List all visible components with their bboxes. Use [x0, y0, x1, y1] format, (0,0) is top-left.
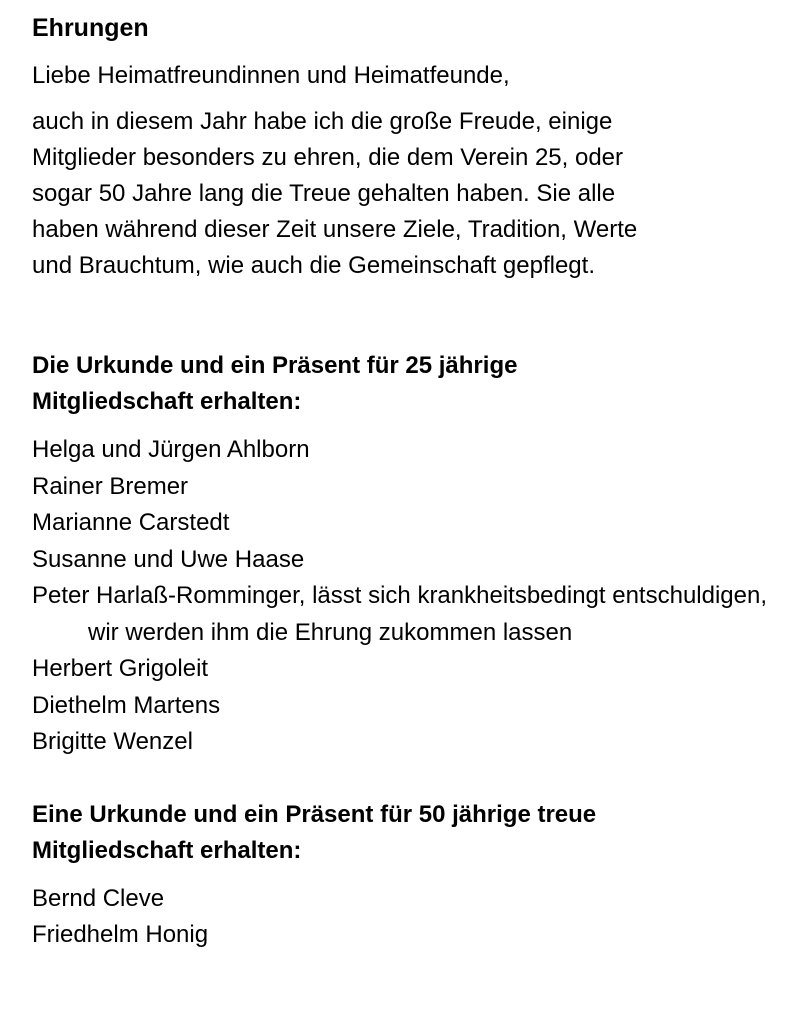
honoree-50-1: Bernd Cleve [32, 884, 165, 912]
page-title: Ehrungen [32, 14, 149, 42]
greeting-text: Liebe Heimatfreundinnen und Heimatfeunde, [32, 62, 510, 89]
section-50-name-list [32, 881, 784, 954]
honoree-25-8: Brigitte Wenzel [32, 728, 193, 755]
honoree-25-4: Susanne und Uwe Haase [32, 545, 305, 573]
section-25-heading: Die Urkunde und ein Präsent für 25 jährige Mitgliedschaft erhalten: [32, 352, 518, 415]
section-25-years [32, 348, 784, 761]
honoree-25-1: Helga und Jürgen Ahlborn [32, 436, 310, 463]
honoree-25-2: Rainer Bremer [32, 472, 189, 500]
honoree-25-7: Diethelm Martens [32, 691, 221, 719]
honoree-25-5: Peter Harlaß-Romminger, lässt sich krankheitsbedingt entschuldigen, wir werden ihm die Ehrung zukommen lassen [32, 582, 768, 646]
section-50-heading: Eine Urkunde und ein Präsent für 50 jährige treue Mitgliedschaft erhalten: [32, 800, 597, 864]
section-25-name-list [32, 432, 784, 761]
honoree-25-3: Marianne Carstedt [32, 509, 230, 536]
intro-paragraph: auch in diesem Jahr habe ich die große Freude, einige Mitglieder besonders zu ehren, die dem Verein 25, oder sogar 50 Jahre lang die Treue gehalten haben. Sie alle haben während dieser Zeit unsere Ziele, Tradition, Werte und Brauchtum, wie auch die Gemeinschaft gepflegt. [32, 108, 638, 279]
honoree-25-6: Herbert Grigoleit [32, 655, 209, 682]
honoree-50-2: Friedhelm Honig [32, 921, 209, 948]
section-50-years [32, 797, 784, 954]
